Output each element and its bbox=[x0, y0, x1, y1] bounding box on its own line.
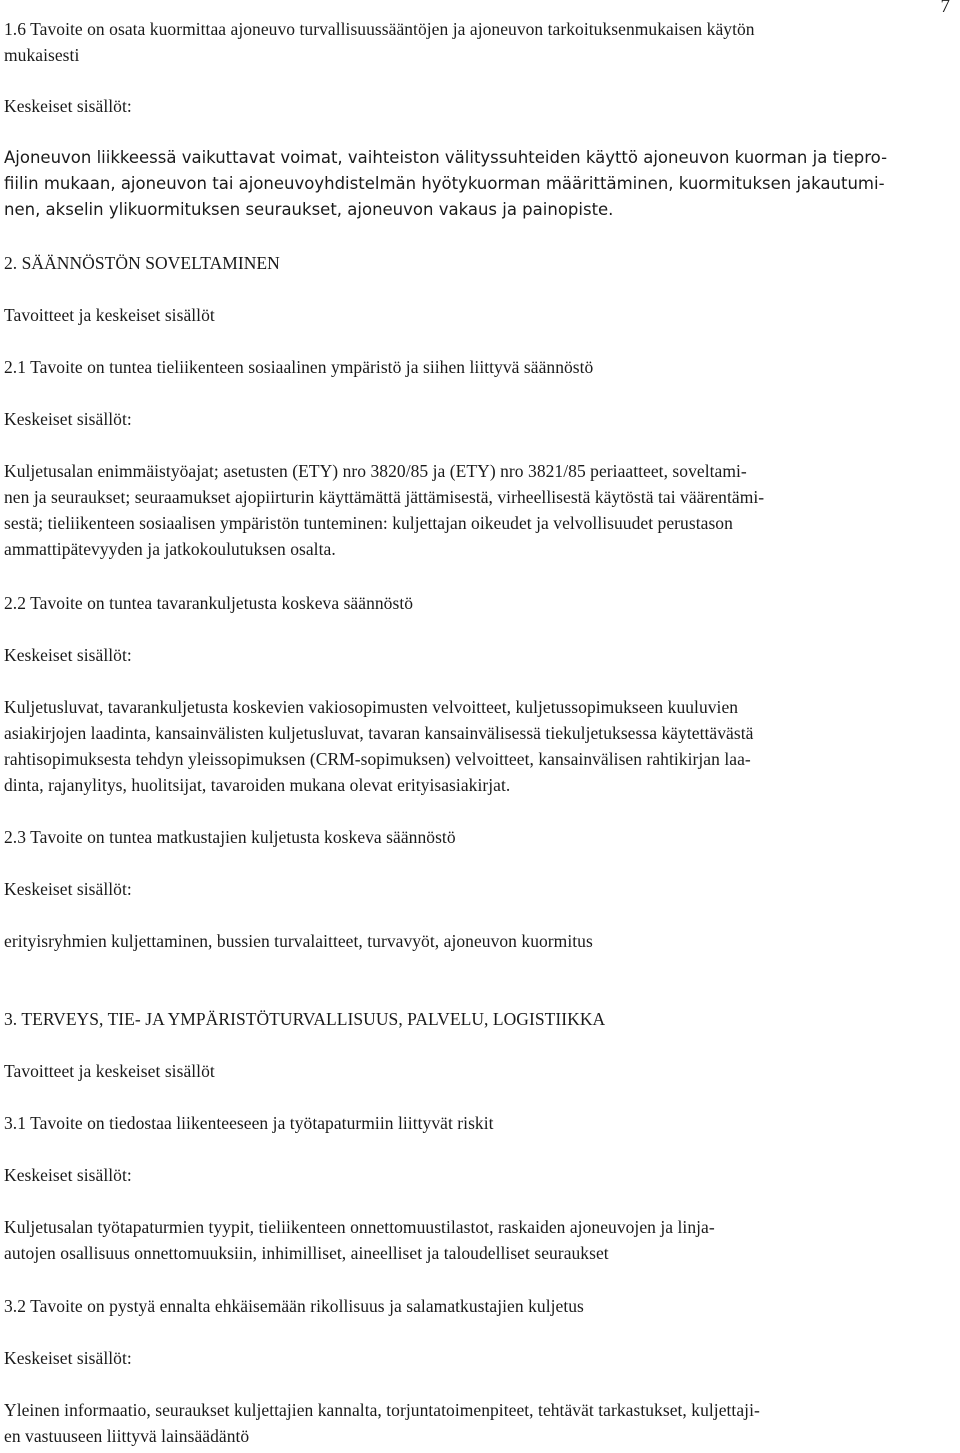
section-3-1-label: Keskeiset sisällöt: bbox=[4, 1165, 132, 1185]
section-3-2-heading: 3.2 Tavoite on pystyä ennalta ehkäisemään rikollisuus ja salamatkustajien kuljetus bbox=[4, 1296, 584, 1316]
section-3-title: 3. TERVEYS, TIE- JA YMPÄRISTÖTURVALLISUUS, PALVELU, LOGISTIIKKA bbox=[4, 1009, 606, 1029]
section-1-6-label: Keskeiset sisällöt: bbox=[4, 96, 132, 116]
page-number: 7 bbox=[940, 0, 950, 17]
section-3-1-body-line-1: Kuljetusalan työtapaturmien tyypit, tieliikenteen onnettomuustilastot, raskaiden ajoneuvojen ja linja- bbox=[4, 1217, 715, 1237]
section-3-1-heading: 3.1 Tavoite on tiedostaa liikenteeseen ja työtapaturmiin liittyvät riskit bbox=[4, 1113, 494, 1133]
section-3-2-body-line-2: en vastuuseen liittyvä lainsäädäntö bbox=[4, 1426, 250, 1446]
section-2-1-heading: 2.1 Tavoite on tuntea tieliikenteen sosiaalinen ympäristö ja siihen liittyvä säännöstö bbox=[4, 357, 594, 377]
section-1-6-body-line-1: Ajoneuvon liikkeessä vaikuttavat voimat, vaihteiston välityssuhteiden käyttö ajoneuvon kuorman ja tiepro- bbox=[4, 148, 888, 167]
section-1-6-body-line-2: fiilin mukaan, ajoneuvon tai ajoneuvoyhdistelmän hyötykuorman määrittäminen, kuormituksen jakautumi- bbox=[4, 174, 885, 193]
section-2-1-label: Keskeiset sisällöt: bbox=[4, 409, 132, 429]
section-2-2-body-line-2: asiakirjojen laadinta, kansainvälisten kuljetusluvat, tavaran kansainvälisessä tiekuljetuksessa käytettävästä bbox=[4, 723, 754, 743]
section-2-2-heading: 2.2 Tavoite on tuntea tavarankuljetusta koskeva säännöstö bbox=[4, 593, 414, 613]
section-2-3-heading: 2.3 Tavoite on tuntea matkustajien kuljetusta koskeva säännöstö bbox=[4, 827, 456, 847]
section-1-6-heading-line-2: mukaisesti bbox=[4, 45, 80, 65]
section-2-2-body-line-4: dinta, rajanylitys, huolitsijat, tavaroiden mukana olevat erityisasiakirjat. bbox=[4, 775, 511, 795]
section-3-subtitle: Tavoitteet ja keskeiset sisällöt bbox=[4, 1061, 215, 1081]
section-1-6-body-line-3: nen, akselin ylikuormituksen seuraukset, ajoneuvon vakaus ja painopiste. bbox=[4, 200, 614, 219]
section-2-3-label: Keskeiset sisällöt: bbox=[4, 879, 132, 899]
section-3-2-label: Keskeiset sisällöt: bbox=[4, 1348, 132, 1368]
section-2-3-body-line-1: erityisryhmien kuljettaminen, bussien turvalaitteet, turvavyöt, ajoneuvon kuormitus bbox=[4, 931, 593, 951]
section-2-subtitle: Tavoitteet ja keskeiset sisällöt bbox=[4, 305, 215, 325]
section-2-1-body-line-2: nen ja seuraukset; seuraamukset ajopiirturin käyttämättä jättämisestä, virheellisestä käytöstä tai väärentämi- bbox=[4, 487, 765, 507]
section-3-2-body-line-1: Yleinen informaatio, seuraukset kuljettajien kannalta, torjuntatoimenpiteet, tehtävät tarkastukset, kuljettaji- bbox=[4, 1400, 760, 1420]
section-2-1-body-line-1: Kuljetusalan enimmäistyöajat; asetusten (ETY) nro 3820/85 ja (ETY) nro 3821/85 periaatteet, soveltami- bbox=[4, 461, 747, 481]
section-2-2-body-line-3: rahtisopimuksesta tehdyn yleissopimuksen (CRM-sopimuksen) velvoitteet, kansainvälisen rahtikirjan laa- bbox=[4, 749, 751, 769]
section-1-6-heading-line-1: 1.6 Tavoite on osata kuormittaa ajoneuvo turvallisuussääntöjen ja ajoneuvon tarkoituksenmukaisen käytön bbox=[4, 19, 755, 39]
section-2-1-body-line-3: sestä; tieliikenteen sosiaalisen ympäristön tunteminen: kuljettajan oikeudet ja velvollisuudet perustason bbox=[4, 513, 733, 533]
section-2-title: 2. SÄÄNNÖSTÖN SOVELTAMINEN bbox=[4, 253, 280, 273]
section-2-2-body-line-1: Kuljetusluvat, tavarankuljetusta koskevien vakiosopimusten velvoitteet, kuljetussopimukseen kuuluvien bbox=[4, 697, 739, 717]
section-3-1-body-line-2: autojen osallisuus onnettomuuksiin, inhimilliset, aineelliset ja taloudelliset seuraukset bbox=[4, 1243, 609, 1263]
section-2-2-label: Keskeiset sisällöt: bbox=[4, 645, 132, 665]
section-2-1-body-line-4: ammattipätevyyden ja jatkokoulutuksen osalta. bbox=[4, 539, 336, 559]
